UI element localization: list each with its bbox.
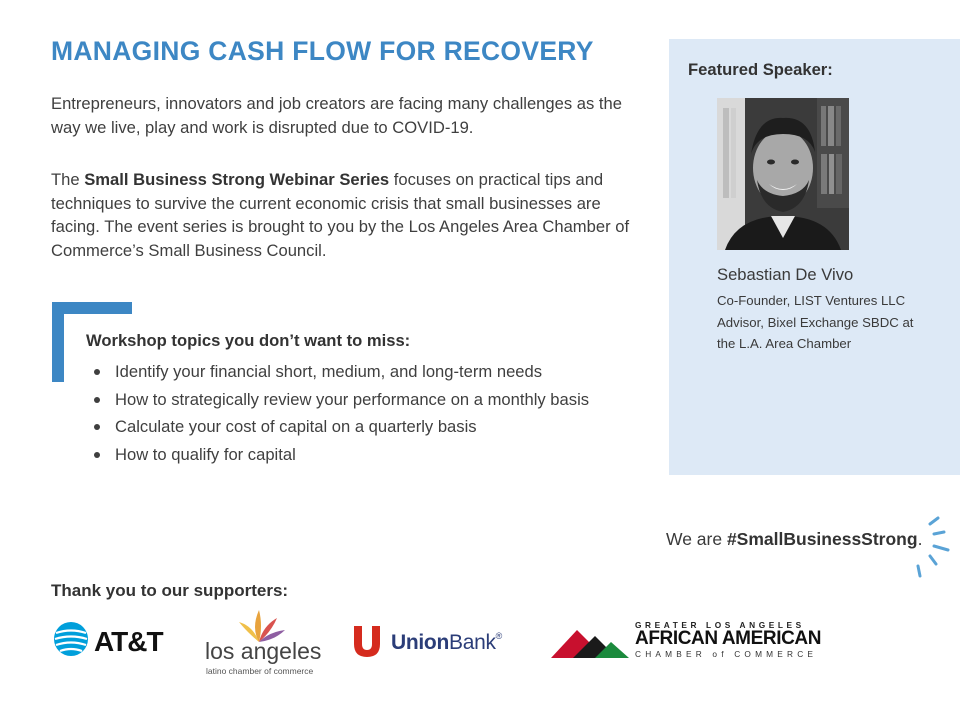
topics-heading: Workshop topics you don’t want to miss: (86, 331, 411, 350)
series-paragraph (51, 168, 651, 262)
intro-paragraph: Entrepreneurs, innovators and job creators are facing many challenges as the way we live, play and work is disrupted due to COVID-19. (51, 94, 622, 137)
speaker-name: Sebastian De Vivo (717, 265, 854, 284)
bullet-icon (94, 369, 100, 375)
series-suffix: focuses on practical tips and techniques to survive the current economic crisis that small businesses are facing. The event series is brought to you by the Los Angeles Area Chamber of Commerce’s Small Business Council. (51, 170, 630, 260)
list-item: Identify your financial short, medium, and long-term needs (92, 358, 589, 386)
sparkle-icon (908, 510, 960, 586)
union-bank-mark-icon (352, 624, 382, 658)
speaker-title-line: the L.A. Area Chamber (717, 336, 852, 351)
speaker-title-line: Advisor, Bixel Exchange SBDC at (717, 314, 914, 330)
speaker-photo (717, 98, 849, 250)
series-prefix: The (51, 170, 85, 189)
mountain-icon (551, 624, 631, 660)
speaker-panel (669, 39, 960, 475)
topics-list (92, 358, 589, 468)
supporters-heading: Thank you to our supporters: (51, 581, 289, 600)
hashtag-line: We are #SmallBusinessStrong. (666, 529, 923, 549)
la-latino-chamber-logo: los angeles latino chamber of commerce (203, 608, 321, 678)
att-logo: AT&T (52, 620, 167, 664)
list-item: Calculate your cost of capital on a quarterly basis (92, 413, 589, 441)
speaker-heading: Featured Speaker: (688, 60, 833, 79)
hashtag: #SmallBusinessStrong (726, 529, 918, 549)
bullet-icon (94, 452, 100, 458)
att-globe-icon (52, 620, 90, 658)
union-bank-logo: UnionBank® (352, 624, 522, 660)
african-american-chamber-logo: GREATER LOS ANGELES AFRICAN AMERICAN CHAMBER of COMMERCE (551, 620, 823, 662)
bullet-icon (94, 397, 100, 403)
list-item: How to strategically review your performance on a monthly basis (92, 386, 589, 414)
speaker-titles (717, 290, 957, 355)
bullet-icon (94, 424, 100, 430)
list-item: How to qualify for capital (92, 441, 589, 469)
series-name: Small Business Strong Webinar Series (84, 170, 390, 189)
page-title: MANAGING CASH FLOW FOR RECOVERY (51, 36, 594, 66)
speaker-title-line: Co-Founder, LIST Ventures LLC (717, 293, 906, 308)
